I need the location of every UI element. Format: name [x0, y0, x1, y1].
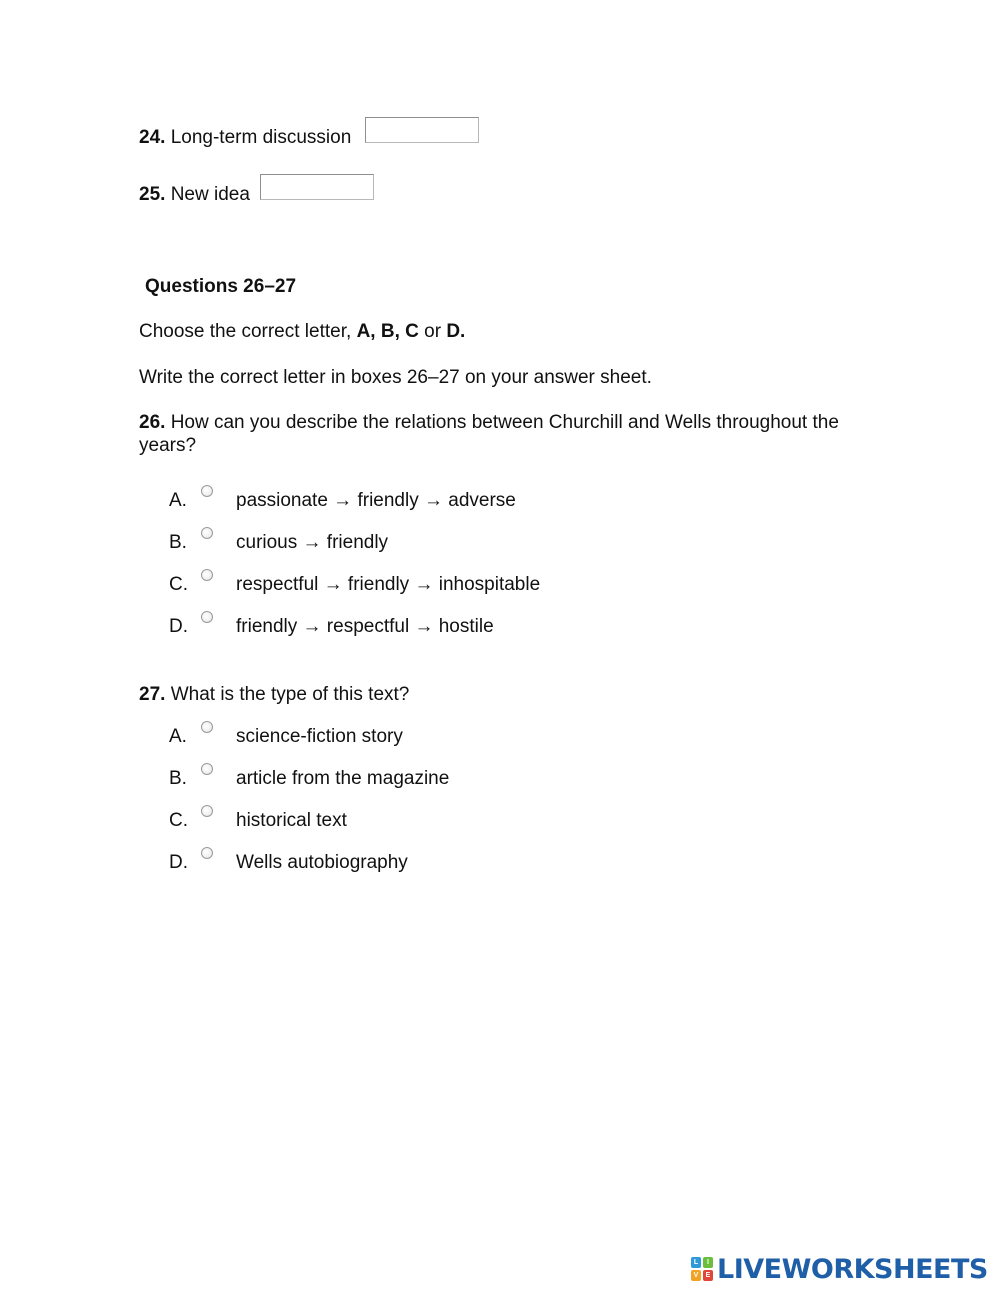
liveworksheets-logo: [691, 1254, 988, 1284]
q27-option-c-text: historical text: [236, 810, 347, 831]
item-25: [139, 184, 250, 206]
item-24-number: 24.: [139, 127, 166, 148]
q26-option-d-radio[interactable]: [201, 611, 213, 623]
logo-block: L: [691, 1257, 701, 1268]
item-24: [139, 127, 351, 149]
q26-option-c-radio[interactable]: [201, 569, 213, 581]
instruction-line-2: Write the correct letter in boxes 26–27 on your answer sheet.: [139, 367, 652, 388]
logo-text: LIVEWORKSHEETS: [717, 1253, 988, 1285]
q27-option-a-letter: A.: [169, 726, 187, 747]
answer-24-input[interactable]: [365, 117, 479, 143]
q27-option-b-text: article from the magazine: [236, 768, 450, 789]
instruction-line-1: [139, 321, 465, 343]
q26-option-b-letter: B.: [169, 532, 187, 553]
q26-option-b-text: curious → friendly: [236, 532, 389, 553]
question-26-text: How can you describe the relations between Churchill and Wells throughout the years?: [139, 412, 839, 456]
instruction-prefix: Choose the correct letter,: [139, 321, 352, 342]
q27-option-a-text: science-fiction story: [236, 726, 403, 747]
q27-option-d-letter: D.: [169, 852, 188, 873]
logo-block: E: [703, 1270, 713, 1281]
instruction-last-letter: D.: [446, 321, 466, 342]
question-27-number: 27.: [139, 684, 166, 705]
question-27: [139, 684, 409, 706]
q26-option-b-radio[interactable]: [201, 527, 213, 539]
item-25-number: 25.: [139, 184, 166, 205]
q27-option-d-text: Wells autobiography: [236, 852, 408, 873]
q27-option-b-letter: B.: [169, 768, 187, 789]
question-26: [139, 411, 859, 457]
q26-option-c-text: respectful → friendly → inhospitable: [236, 574, 541, 595]
answer-25-input[interactable]: [260, 174, 374, 200]
item-25-label: New idea: [170, 184, 250, 205]
q26-option-a-radio[interactable]: [201, 485, 213, 497]
q26-option-a-letter: A.: [169, 490, 187, 511]
question-27-text: What is the type of this text?: [170, 684, 410, 705]
instruction-letters: A, B, C: [356, 321, 419, 342]
logo-block: I: [703, 1257, 713, 1268]
q27-option-c-radio[interactable]: [201, 805, 213, 817]
q26-option-c-letter: C.: [169, 574, 188, 595]
instruction-or: or: [424, 321, 442, 342]
q27-option-b-radio[interactable]: [201, 763, 213, 775]
question-26-number: 26.: [139, 412, 166, 433]
section-heading: Questions 26–27: [145, 276, 297, 297]
logo-blocks-icon: [691, 1257, 713, 1281]
q26-option-a-text: passionate → friendly → adverse: [236, 490, 516, 511]
logo-block: V: [691, 1270, 701, 1281]
q26-option-d-letter: D.: [169, 616, 188, 637]
q27-option-a-radio[interactable]: [201, 721, 213, 733]
q26-option-d-text: friendly → respectful → hostile: [236, 616, 494, 637]
item-24-label: Long-term discussion: [170, 127, 352, 148]
q27-option-c-letter: C.: [169, 810, 188, 831]
q27-option-d-radio[interactable]: [201, 847, 213, 859]
